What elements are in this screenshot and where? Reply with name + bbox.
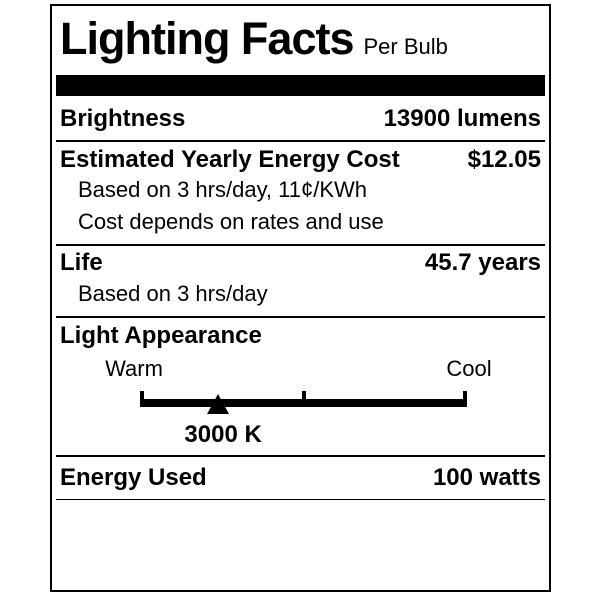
- warm-label: Warm: [105, 356, 163, 381]
- energy-cost-note-2: Cost depends on rates and use: [78, 209, 384, 234]
- divider: [56, 499, 545, 500]
- cool-label: Cool: [446, 356, 492, 381]
- header-rule-bar: [56, 75, 545, 96]
- energy-used-row: [60, 464, 541, 492]
- lighting-facts-label: [50, 4, 551, 592]
- brightness-value: 13900 lumens: [383, 105, 541, 132]
- brightness-label: Brightness: [60, 105, 186, 132]
- energy-used-value: 100 watts: [432, 464, 541, 491]
- life-label: Life: [60, 249, 103, 276]
- life-row: [60, 249, 541, 277]
- divider: [56, 140, 545, 142]
- energy-cost-row: [60, 146, 541, 174]
- color-temperature-value: 3000 K: [184, 421, 262, 448]
- label-subtitle: Per Bulb: [363, 34, 448, 59]
- brightness-row: [60, 105, 541, 133]
- light-appearance-scale: [60, 350, 541, 450]
- light-appearance-title: Light Appearance: [60, 322, 262, 349]
- scale-bar: [140, 399, 467, 407]
- label-header: [60, 13, 541, 70]
- label-title: Lighting Facts: [60, 13, 354, 64]
- energy-cost-value: $12.05: [467, 146, 541, 173]
- energy-cost-note-1: Based on 3 hrs/day, 11¢/KWh: [78, 177, 368, 202]
- divider: [56, 316, 545, 318]
- life-note: Based on 3 hrs/day: [78, 281, 268, 306]
- life-value: 45.7 years: [424, 249, 541, 276]
- warm-cool-scale-track: [140, 391, 467, 448]
- divider: [56, 244, 545, 246]
- energy-used-label: Energy Used: [60, 464, 207, 491]
- energy-cost-label: Estimated Yearly Energy Cost: [60, 146, 400, 173]
- divider: [56, 455, 545, 457]
- triangle-marker-icon: [207, 394, 229, 414]
